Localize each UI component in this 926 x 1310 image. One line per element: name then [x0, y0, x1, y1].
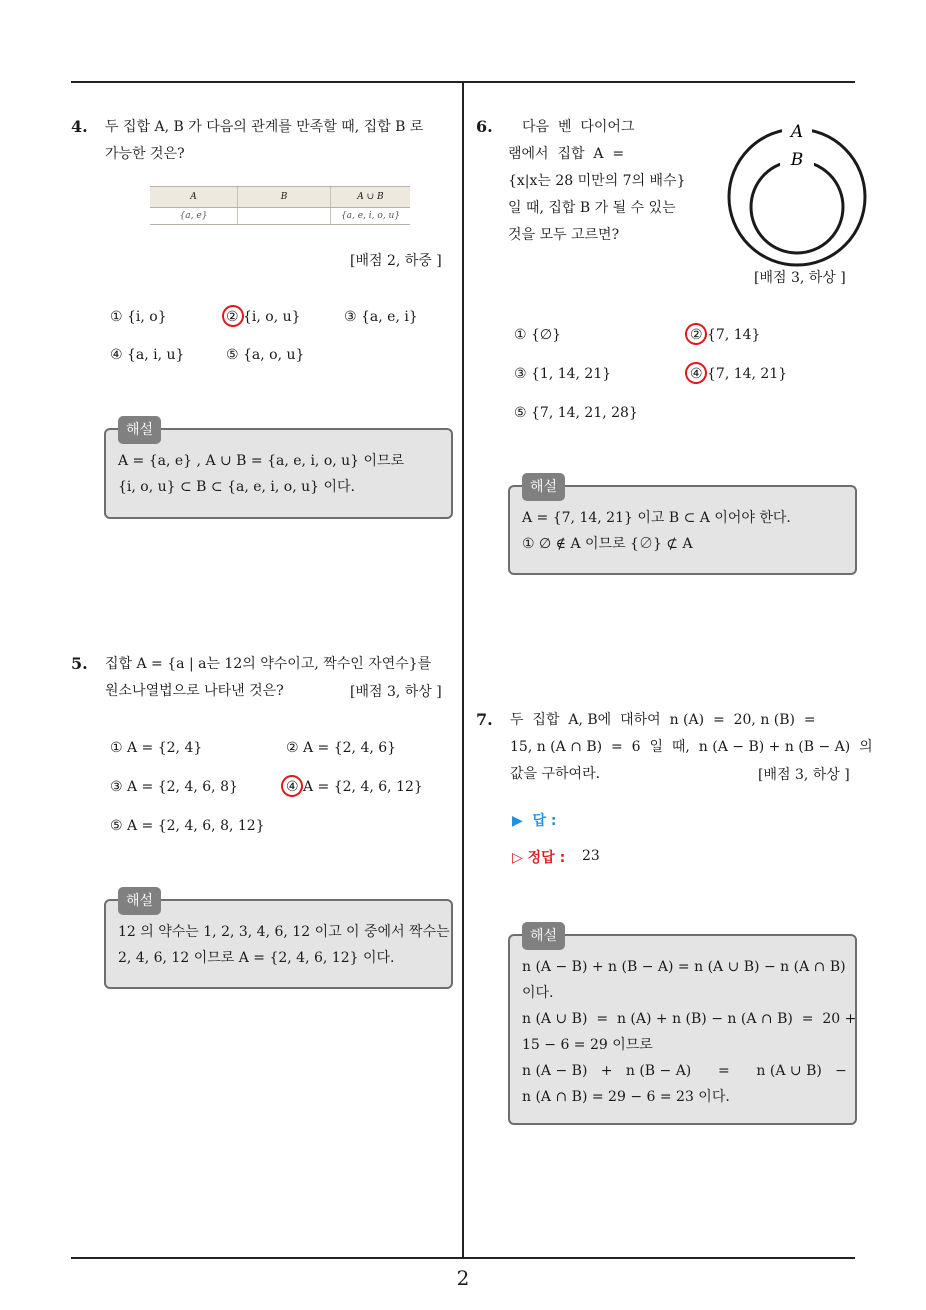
question-text-line2: 가능한 것은?	[105, 146, 185, 162]
solution-line: 2, 4, 6, 12 이므로 A = {2, 4, 6, 12} 이다.	[118, 950, 395, 966]
question-text-line3: 값을 구하여라.	[510, 766, 601, 782]
venn-diagram	[722, 122, 872, 272]
solution-box	[508, 479, 857, 575]
answer-input-label[interactable]: ▶ 답 :	[512, 813, 557, 829]
solution-line: 12 의 약수는 1, 2, 3, 4, 6, 12 이고 이 중에서 짝수는	[118, 924, 450, 940]
solution-tag: 해설	[522, 922, 565, 950]
solution-box	[104, 893, 453, 989]
column-divider	[462, 82, 464, 1258]
score-label: [배점 3, 하상 ]	[754, 270, 846, 286]
solution-box	[104, 422, 453, 519]
option-4[interactable]: ④ {7, 14, 21}	[690, 366, 788, 382]
page-number: 2	[456, 1266, 470, 1290]
table-cell: {a, e, i, o, u}	[331, 208, 411, 225]
question-text-line3: {x|x는 28 미만의 7의 배수}	[508, 173, 686, 189]
question-text-line1: 집합 A = {a | a는 12의 약수이고, 짝수인 자연수}를	[105, 656, 432, 672]
question-number: 7.	[476, 710, 493, 729]
option-3[interactable]: ③ A = {2, 4, 6, 8}	[110, 779, 238, 795]
relation-table	[150, 186, 410, 225]
solution-line: ① ∅ ∉ A 이므로 {∅} ⊄ A	[522, 536, 693, 552]
question-text-line4: 일 때, 집합 B 가 될 수 있는	[508, 200, 676, 216]
venn-label-b: B	[790, 150, 804, 170]
venn-label-a: A	[790, 122, 804, 142]
table-cell	[238, 208, 331, 225]
score-label: [배점 3, 하상 ]	[758, 767, 850, 783]
solution-line: {i, o, u} ⊂ B ⊂ {a, e, i, o, u} 이다.	[118, 479, 356, 495]
solution-tag: 해설	[522, 473, 565, 501]
table-header: A	[150, 187, 238, 208]
solution-line: 15 − 6 = 29 이므로	[522, 1037, 653, 1053]
option-5[interactable]: ⑤ {7, 14, 21, 28}	[514, 405, 638, 421]
option-4[interactable]: ④ A = {2, 4, 6, 12}	[286, 779, 423, 795]
option-2[interactable]: ② {7, 14}	[690, 327, 761, 343]
solution-line: n (A ∪ B) = n (A) + n (B) − n (A ∩ B) = 20 +	[522, 1011, 857, 1027]
option-2[interactable]: ② A = {2, 4, 6}	[286, 740, 397, 756]
option-1[interactable]: ① A = {2, 4}	[110, 740, 203, 756]
table-header: B	[238, 187, 331, 208]
correct-answer-label: ▷ 정답 :	[512, 850, 566, 866]
question-text-line2: 15, n (A ∩ B) = 6 일 때, n (A − B) + n (B − A) 의	[510, 739, 873, 755]
solution-line: n (A ∩ B) = 29 − 6 = 23 이다.	[522, 1089, 730, 1105]
option-3[interactable]: ③ {1, 14, 21}	[514, 366, 612, 382]
question-text-line5: 것을 모두 고르면?	[508, 227, 620, 243]
option-1[interactable]: ① {∅}	[514, 327, 562, 343]
option-5[interactable]: ⑤ A = {2, 4, 6, 8, 12}	[110, 818, 265, 834]
table-header: A ∪ B	[331, 187, 411, 208]
option-2[interactable]: ② {i, o, u}	[226, 309, 301, 325]
venn-inner-circle	[751, 161, 843, 253]
solution-line: n (A − B) + n (B − A) = n (A ∪ B) −	[522, 1063, 847, 1079]
option-5[interactable]: ⑤ {a, o, u}	[226, 347, 305, 363]
question-number: 6.	[476, 117, 493, 136]
question-text-line1: 다음 벤 다이어그	[522, 119, 635, 135]
solution-line: n (A − B) + n (B − A) = n (A ∪ B) − n (A ∩ B)	[522, 959, 846, 975]
solution-tag: 해설	[118, 887, 161, 915]
score-label: [배점 2, 하중 ]	[350, 253, 442, 269]
question-text-line2: 원소나열법으로 나타낸 것은?	[105, 683, 284, 699]
question-number: 5.	[71, 654, 88, 673]
question-text-line1: 두 집합 A, B 가 다음의 관계를 만족할 때, 집합 B 로	[105, 119, 424, 135]
question-number: 4.	[71, 117, 88, 136]
solution-line: A = {7, 14, 21} 이고 B ⊂ A 이어야 한다.	[522, 510, 791, 526]
solution-box	[508, 928, 857, 1125]
solution-tag: 해설	[118, 416, 161, 444]
question-text-line2: 램에서 집합 A =	[508, 146, 625, 162]
option-3[interactable]: ③ {a, e, i}	[344, 309, 418, 325]
solution-line: 이다.	[522, 985, 554, 1001]
option-4[interactable]: ④ {a, i, u}	[110, 347, 185, 363]
correct-answer-value: 23	[582, 848, 600, 864]
question-text-line1: 두 집합 A, B에 대하여 n (A) = 20, n (B) =	[510, 712, 816, 728]
score-label: [배점 3, 하상 ]	[350, 684, 442, 700]
solution-line: A = {a, e} , A ∪ B = {a, e, i, o, u} 이므로	[118, 453, 405, 469]
table-cell: {a, e}	[150, 208, 238, 225]
option-1[interactable]: ① {i, o}	[110, 309, 167, 325]
